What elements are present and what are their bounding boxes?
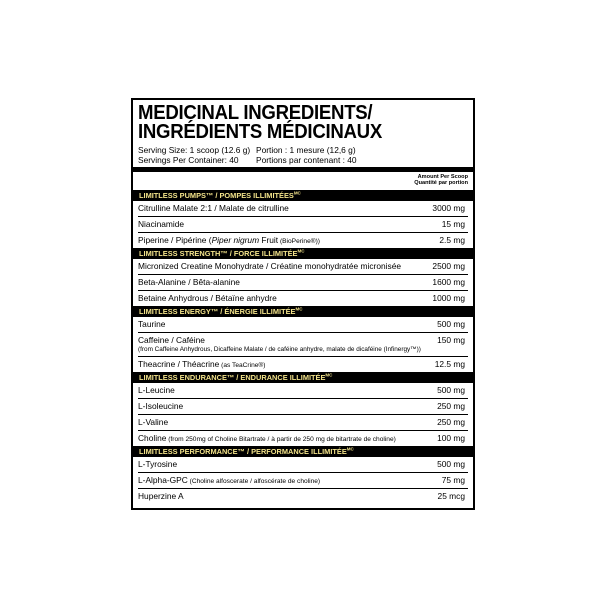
section-mark: MC (346, 446, 354, 452)
ingredient-amount: 500 mg (437, 385, 465, 396)
ingredient-row (138, 259, 468, 275)
ingredient-name: Betaine Anhydrous / Bétaïne anhydre (138, 293, 277, 304)
ingredient-detail: (from Caffeine Anhydrous, Dicaffeine Malate / de caféine anhydre, malate de dicaféine (Infinergy™)) (138, 345, 421, 353)
ingredient-name: Citrulline Malate 2:1 / Malate de citrulline (138, 203, 289, 214)
portions-par-contenant: Portions par contenant : 40 (256, 155, 357, 165)
section-header (133, 446, 473, 457)
ingredient-row (138, 233, 468, 248)
section-title: LIMITLESS ENDURANCE™ / ENDURANCE ILLIMITÉE (139, 372, 326, 382)
ingredient-source: (Choline alfoscerate / alfoscérate de choline) (187, 478, 321, 486)
serving-size: Serving Size: 1 scoop (12.6 g) (138, 145, 251, 155)
section-title: LIMITLESS STRENGTH™ / FORCE ILLIMITÉE (139, 248, 298, 258)
ingredient-amount: 1600 mg (432, 277, 465, 288)
ingredient-row (138, 415, 468, 431)
ingredient-amount: 75 mg (441, 475, 465, 486)
ingredient-source: (from 250mg of Choline Bitartrate / à partir de 250 mg de bitartrate de choline) (166, 436, 396, 444)
ingredient-name: Niacinamide (138, 219, 185, 230)
ingredient-name: Huperzine A (138, 491, 184, 502)
ingredient-source: (as TeaCrine®) (219, 362, 266, 370)
ingredient-amount: 2.5 mg (439, 235, 465, 246)
amount-header-en: Amount Per Scoop (417, 174, 468, 180)
ingredient-source: (BioPerine®)) (278, 238, 320, 246)
section-header (133, 248, 473, 259)
ingredient-row (138, 357, 468, 372)
ingredient-name: Micronized Creatine Monohydrate / Créatine monohydratée micronisée (138, 261, 402, 272)
section-mark: MC (295, 306, 303, 312)
ingredient-amount: 2500 mg (432, 261, 465, 272)
panel-title-fr: INGRÉDIENTS MÉDICINAUX (138, 121, 382, 143)
ingredient-amount: 500 mg (437, 319, 465, 330)
ingredient-amount: 150 mg (437, 334, 465, 345)
ingredient-amount: 3000 mg (432, 203, 465, 214)
section-title: LIMITLESS PERFORMANCE™ / PERFORMANCE ILLIMITÉE (139, 446, 347, 456)
ingredient-row (138, 291, 468, 306)
section-header (133, 372, 473, 383)
amount-per-scoop-header (138, 172, 468, 190)
ingredient-name: Taurine (138, 319, 166, 330)
ingredient-name: Caffeine / Caféine (from Caffeine Anhydrous, Dicaffeine Malate / de caféine anhydre, malate de dicaféine (Infinergy™)) (138, 335, 437, 353)
ingredient-name: L-Valine (138, 417, 169, 428)
section-mark: MC (297, 248, 305, 254)
section-mark: MC (293, 190, 301, 196)
ingredient-row (138, 489, 468, 504)
ingredient-amount: 12.5 mg (434, 359, 465, 370)
ingredient-row (138, 317, 468, 333)
ingredient-name: Beta-Alanine / Bêta-alanine (138, 277, 240, 288)
ingredient-name: L-Alpha-GPC (Choline alfoscerate / alfoscérate de choline) (138, 475, 321, 486)
ingredient-name: L-Isoleucine (138, 401, 184, 412)
ingredient-name: L-Tyrosine (138, 459, 178, 470)
ingredient-row (138, 399, 468, 415)
ingredient-sections (138, 190, 468, 504)
ingredient-row (138, 333, 468, 357)
ingredient-row (138, 217, 468, 233)
ingredient-name: Choline (from 250mg of Choline Bitartrate / à partir de 250 mg de bitartrate de choline) (138, 433, 396, 444)
ingredient-name: L-Leucine (138, 385, 175, 396)
section-header (133, 306, 473, 317)
ingredient-row (138, 473, 468, 489)
ingredient-row (138, 275, 468, 291)
ingredient-name: Piperine / Pipérine (Piper nigrum Fruit (BioPerine®)) (138, 235, 320, 246)
supplement-facts-panel (131, 98, 475, 510)
section-title: LIMITLESS PUMPS™ / POMPES ILLIMITÉES (139, 190, 294, 200)
ingredient-amount: 250 mg (437, 417, 465, 428)
ingredient-name: Theacrine / Théacrine (as TeaCrine®) (138, 359, 266, 370)
ingredient-latin-name: Piper nigrum (211, 235, 260, 246)
ingredient-amount: 500 mg (437, 459, 465, 470)
ingredient-amount: 1000 mg (432, 293, 465, 304)
section-title: LIMITLESS ENERGY™ / ÉNERGIE ILLIMITÉE (139, 306, 296, 316)
ingredient-row (138, 383, 468, 399)
ingredient-amount: 15 mg (441, 219, 465, 230)
ingredient-amount: 250 mg (437, 401, 465, 412)
ingredient-row (138, 457, 468, 473)
panel-title-en: MEDICINAL INGREDIENTS/ (138, 102, 373, 124)
portion: Portion : 1 mesure (12,6 g) (256, 145, 356, 155)
ingredient-row (138, 431, 468, 446)
amount-header-fr: Quantité par portion (414, 180, 468, 187)
ingredient-amount: 25 mcg (437, 491, 465, 502)
ingredient-amount: 100 mg (437, 433, 465, 444)
section-mark: MC (325, 372, 333, 378)
servings-per-container: Servings Per Container: 40 (138, 155, 239, 165)
serving-info (138, 145, 468, 165)
section-header (133, 190, 473, 201)
ingredient-row (138, 201, 468, 217)
